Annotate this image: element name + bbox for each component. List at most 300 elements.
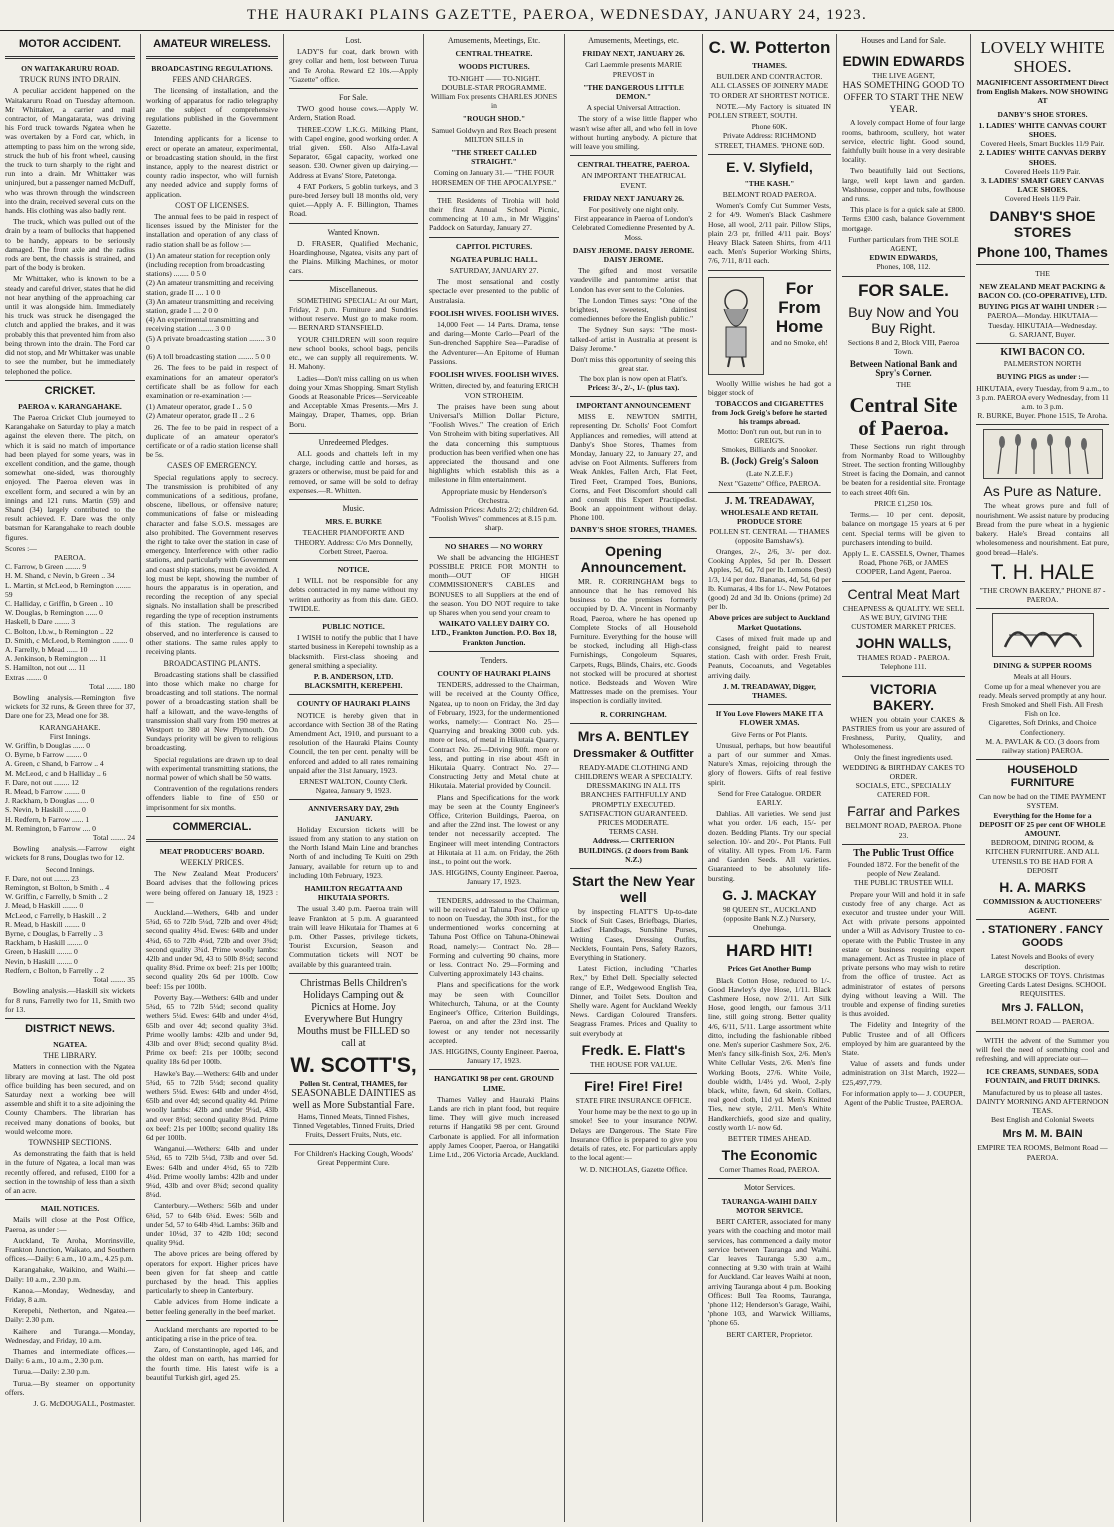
central-site-heading: Central Site of Paeroa.: [849, 392, 958, 440]
exam-fees-list: [146, 402, 278, 420]
for-sale-heading: For Sale.: [339, 93, 368, 103]
hale-name: T. H. HALE: [990, 560, 1095, 584]
for-from-home: For From Home: [775, 278, 824, 336]
emergency-heading: CASES OF EMERGENCY.: [167, 461, 257, 471]
batting-row: L. Martin, st McLeod, b Remington ........ 59: [5, 580, 131, 599]
batting-row: A. Jenkinson, b Remington .... 11: [5, 654, 107, 664]
particulars-text: Further particulars from THE SOLE AGENT,: [848, 234, 959, 254]
buying-pigs: BUYING PIGS AT WAIHI UNDER :—: [978, 302, 1107, 312]
batting-row: Rackham, b Haskill ........ 0: [5, 938, 88, 948]
sale-ad: 4 FAT Porkers, 5 goblin turkeys, and 3 pure-bred Jersey bull 18 months old, very quiet.—Apply A. F. Billington, Thames Road.: [289, 181, 418, 219]
cricket-subheading: PAEROA v. KARANGAHAKE.: [18, 401, 122, 411]
karangahake-batting-list: [5, 741, 135, 833]
spectacle-text: The most sensational and costly spectacle ever presented to the public of Australasia.: [429, 277, 559, 305]
cheapness-text: CHEAPNESS & QUALITY. WE SELL AS WE BUY, GIVING THE CUSTOMER MARKET PRICES.: [842, 603, 965, 631]
the-label: THE: [1035, 268, 1050, 278]
bentley-address: Address.— CRITERION BUILDINGS. (2 doors from Bank N.Z.): [578, 836, 689, 864]
dont-miss: Don't miss this opportunity of seeing this great star.: [571, 355, 696, 374]
mackay-address: 98 QUEEN ST., AUCKLAND (opposite Bank N.Z.) Nursery, Onehunga.: [722, 904, 817, 933]
batting-row: Green, b Haskill ........ 0: [5, 947, 78, 957]
important-announcement: IMPORTANT ANNOUNCEMENT: [576, 400, 691, 410]
meat-paragraph: Poverty Bay.—Wethers: 64lb and under 5¾d, 65 to 72lb 5¼d; second quality wethers 5¼d. Ewes: 64lb and under 4½d, 65lb and over 4d; second quality 3¾d. Prime woolly lambs: 42lb and under 9d, 43lb and over 8¾d; second quality 8¼d. Prime ox beef: 21s per 100lb; second quality 18s 6d per 100lb.: [146, 992, 278, 1067]
opening-text: MR. R. CORRINGHAM begs to announce that he has removed his business to the premises formerly occupied by D. A. Vincent in Normanby Road, Paeroa, where he has opened up Complete Stocks of all Household Furniture. Everything for the house will be stocked, including all High-class Furnishings, Congoleum Squares, Carpets, Rugs, Blinds, Chairs, etc. Goods not stocked will be procured at shortest notice. Bedsteads and Woven Wire Mattresses made on the premises. Your inspection is cordially invited.: [570, 576, 697, 706]
mail-paragraph: Turua.—Daily: 2.30 p.m.: [13, 1367, 90, 1377]
waikato-dairy: WAIKATO VALLEY DAIRY CO. LTD., Frankton Junction. P.O. Box 18, Frankton Junction.: [431, 619, 557, 647]
foolish-wives-title-2: FOOLISH WIVES. FOOLISH WIVES.: [429, 370, 559, 380]
tenders-text: Plans and specifications for the work may be seen with Councillor Whitechurch, Tahuna, or at the County Engineer's Office, Criterion Buildings, Paeroa, on and after the 23rd inst. The lowest or any tender not necessarily accepted.: [429, 980, 559, 1045]
greig-saloon: B. (Jock) Greig's Saloon: [720, 457, 819, 468]
fee-row: (6) A toll broadcasting station ........ 5 0 0: [146, 352, 271, 362]
mail-paragraph: Kaihere and Turanga.—Monday, Wednesday, and Friday, 10 a.m.: [5, 1326, 135, 1345]
has-something-text: HAS SOMETHING GOOD TO OFFER TO START THE NEW YEAR.: [842, 81, 965, 116]
finest-ingredients: Only the finest ingredients used.: [854, 753, 953, 763]
column-3: [283, 34, 423, 1522]
scott-ad-intro: Christmas Bells Children's Holidays Camping out & Picnics at Home. Joy Everywhere But Hungry Mouths must be FILLED so call at: [297, 977, 410, 1049]
slyfield-address: BELMONT ROAD PAEROA.: [722, 190, 817, 200]
site-description: These Sections run right through from Normanby Road to Willoughby Street. The section fronting Willoughby Street is facing the Domain, and cannot be beaten for a residential site. Frontage to each street 40ft 6in.: [842, 441, 965, 497]
tobaccos-text: TOBACCOS and CIGARETTES from Jock Greig's before he started his tramps abroad.: [712, 399, 827, 427]
county-notice: NOTICE is hereby given that in accordance with Section 38 of the Rating Amendment Act, 1910, and pursuant to a resolution of the Hauraki Plains County Council, the ten per cent. penalty will be enforced and added to all rates remaining unpaid after the 31st January, 1923.: [289, 710, 418, 775]
home-description: A lovely compact Home of four large rooms, bathroom, scullery, hot water service, electric light. Good sound, faithfully built house in a very desirable locality.: [842, 118, 965, 165]
broadcasting-regulations-heading: BROADCASTING REGULATIONS.: [151, 64, 273, 73]
cases-text: Cases of mixed fruit made up and consigned, freight paid to nearest station. Cash with order. Fresh Fruit, Peanuts, Cocoanuts, and Vegetables arriving daily.: [708, 633, 831, 680]
factory-note: NOTE.—My Factory is situated IN POLLEN STREET, SOUTH.: [708, 101, 831, 121]
wireless-paragraph: Broadcasting stations shall be classified into those which make no charge for broadcasting and toll stations. The normal power of a broadcasting station shall be half a kilowatt, and the wave-lengths of transmission shall vary from 190 metres at Westport to 380 at New Plymouth. On Sundays priority will be given to religious broadcasting.: [146, 669, 278, 753]
time-payment-text: Can now be had on the TIME PAYMENT SYSTEM.: [978, 792, 1107, 811]
wireless-paragraph: The annual fees to be paid in respect of licenses issued by the Minister for the installation and operation of any class of radio station shall be as follow :—: [146, 212, 278, 249]
meat-paragraph: Auckland.—Wethers, 64lb and under 5¾d, 65 to 72lb 5¼d, 72lb and over 4¾d; second quality 4¾d. Ewes: 64lb and under 4¾d, 65 to 72lb 4¼d, 72lb and over 3¾d; second quality 3¾d. Prime woolly lambs: 42lb and under 9d, 43 to 50lb 8½d; second quality 8¼d. Prime ox beef: 21s per 100lb; second quality 20s 6d per 100lb. Cow beef: 15s per 100lb.: [146, 908, 278, 991]
meat-paragraph: The New Zealand Meat Producers' Board advises that the following prices were being offered on January 18, 1923 :—: [146, 869, 278, 906]
amusements-heading: Amusements, Meetings, etc.: [588, 36, 679, 45]
fish-text: Fresh Smoked and Shell Fish. All Fresh Fish on Ice.: [982, 699, 1103, 719]
column-8: [970, 34, 1114, 1522]
scott-ad-list: Hams, Tinned Meats, Tinned Fishes, Tinned Vegetables, Tinned Fruits, Dried Fruits, Dessert Fruits, Nuts, etc.: [292, 1112, 415, 1140]
site-apply: Apply L. E. CASSELS, Owner, Thames Road, Phone 76B, or JAMES COOPER, Land Agent, Paeroa.: [842, 548, 965, 577]
fallon-name: Mrs J. FALLON,: [1001, 1002, 1084, 1015]
wireless-paragraph: Intending applicants for a license to erect or operate an amateur, experimental, or broadcasting station should, in the first instance, apply to the nearest district or county radio inspector, who will furnish any needed advice and supply forms of application.: [146, 134, 278, 199]
coming-soon: Coming on January 31.— "THE FOUR HORSEMEN OF THE APOCALYPSE.": [431, 168, 557, 187]
danby-signature: DANBY'S SHOE STORES, THAMES.: [570, 524, 697, 534]
weekly-prices-heading: WEEKLY PRICES.: [180, 858, 244, 868]
pavlak-name: M. A. PAVLAK & CO. (3 doors from railway station) PAEROA.: [985, 736, 1100, 755]
dressmaking-text: DRESSMAKING IN ALL ITS BRANCHES FAITHFULLY AND PROMPTLY EXECUTED.: [580, 781, 687, 809]
mail-paragraph: Thames and intermediate offices.—Daily: 6 a.m., 10 a.m., 2.30 p.m.: [5, 1347, 135, 1366]
karangahake-label: KARANGAHAKE.: [39, 722, 101, 732]
kiwi-schedule: HIKUTAIA, every Tuesday, from 9 a.m., to 3 p.m. PAEROA every Wednesday, from 11 a.m. to 3 p.m.: [976, 383, 1109, 412]
ice-cream-heading: ICE CREAMS, SUNDAES, SODA FOUNTAIN, and FRUIT DRINKS.: [985, 1067, 1100, 1086]
ngatea-hall-heading: NGATEA PUBLIC HALL.: [450, 254, 538, 264]
assets-value: Value of assets and funds under administration on 31st March, 1922— £25,497,779.: [842, 1059, 965, 1087]
meat-paragraph: Canterbury.—Wethers: 56lb and under 6¾d, 57 to 64lb 6¼d. Ewes: 56lb and under 5d, 57 to 64lb 4¾d. Lambs: 36lb and under 10¼d, 37 to 42lb 10d; second quality 9¾d.: [146, 1201, 278, 1248]
sale-ad: THREE-COW L.K.G. Milking Plant, with Capel engine, good working order. A trial given. £60. Also Alfa-Laval Separator, 65gal capacity, worked one season. £30. Owner given up dairying.—Address at Evans' Store, Patetonga.: [289, 124, 418, 180]
demon-title: "THE DANGEROUS LITTLE DEMON.": [583, 82, 684, 102]
scott-address: Pollen St. Central, THAMES, for: [299, 1078, 408, 1088]
wireless-paragraph: Special regulations are drawn up to deal with experimental transmitting stations, the normal power of which shall be 50 watts.: [146, 754, 278, 783]
double-star-label: DOUBLE-STAR PROGRAMME.: [441, 82, 547, 92]
batting-row: Nevin, b Haskill ........ 0: [5, 956, 78, 966]
batting-row: H. M. Shand, c Nevin, b Green .. 34: [5, 571, 115, 581]
bearded-figure-icon: [714, 283, 758, 369]
misc-ad: Ladies—Don't miss calling on us when doing your Xmas Shopping. Smart Stylish Goods at Reasonable Prices—Serviceable and Acceptable Xmas Presents.—Mrs J. Maingay, Draper, Thames, opp. Brian Boru.: [289, 373, 418, 429]
mail-paragraph: Mails will close at the Post Office, Paeroa, as under :—: [5, 1215, 135, 1234]
paeroa-total: Total ........ 180: [89, 681, 135, 691]
column-7: [836, 34, 970, 1522]
batting-row: C. Bolton, l.b.w., b Remington .. 22: [5, 626, 114, 636]
friday-date: FRIDAY NEXT, JANUARY 26.: [582, 49, 685, 59]
buying-list: PAEROA—Monday. HIKUTAIA—Tuesday. HIKUTAIA—Wednesday.: [987, 311, 1098, 330]
batting-row: Remington, st Bolton, b Smith .. 4: [5, 883, 110, 893]
cost-heading: COST OF LICENSES.: [175, 200, 249, 210]
batting-row: Byrne, c Douglas, b Farrelly .. 3: [5, 929, 103, 939]
danby-stores-2: DANBY'S SHOE STORES: [989, 207, 1096, 240]
greig-sub: (Late N.Z.E.F.): [746, 469, 793, 479]
batting-row: S. Hamilton, not out .... 11: [5, 663, 86, 673]
lost-ad: LADY'S fur coat, dark brown with grey collar and hem, lost between Turua and Te Aroha. Reward £2 10s.—Apply "Gazette" office.: [289, 47, 418, 84]
license-fees-list: [146, 251, 278, 361]
second-innings-label: Second Innings.: [45, 864, 95, 874]
mail-signature: J. G. McDOUGALL, Postmaster.: [33, 1399, 135, 1409]
motor-accident-heading: MOTOR ACCIDENT.: [18, 38, 122, 50]
batting-row: McLeod, c Farrelly, b Haskill .. 2: [5, 910, 107, 920]
tirohia-picnic-ad: THE Residents of Tirohia will hold their first Annual School Picnic, commencing at 10 a.m., in Mr Wiggins' Paddock on Saturday, January 27.: [429, 195, 559, 233]
new-year-heading: Start the New Year well: [572, 873, 695, 906]
county-heading: COUNTY OF HAURAKI PLAINS: [296, 699, 411, 709]
motor-paragraph: A peculiar accident happened on the Waitakaruru Road on Tuesday afternoon. Mr Whittaker, a carrier and mail contractor, of Mangatarata, was driving his Ford truck towards Ngatea when he was overtaken by a Ford car, which, in attempting to pass him on the wrong side, struck the hub of his front wheel, causing the truck to turn sharply to the right and run into a drain. Mr Whittaker was uninjured, but a passenger named McDuff, who was thrown through the windscreen into the drain, received several cuts on the hands. His clothing was also badly rent.: [5, 86, 135, 216]
the-label: THE: [896, 380, 911, 390]
column-4: [423, 34, 564, 1522]
bedroom-text: BEDROOM, DINING ROOM, & KITCHEN FURNITURE. AND ALL UTENSILS TO BE HAD FOR A DEPOSIT: [985, 838, 1100, 875]
miscellaneous-heading: Miscellaneous.: [329, 284, 378, 294]
masthead: THE HAURAKI PLAINS GAZETTE, PAEROA, WEDNESDAY, JANUARY 24, 1923.: [0, 0, 1114, 31]
edwin-phones: Phones, 108, 112.: [876, 262, 931, 272]
no-shares-text: We shall be advancing the HIGHEST POSSIBLE PRICE FOR MONTH to month—OUT OF HIGH COMMISSIONER'S CABLES and BONUSES to all Suppliers at the end of the season. You DO NOT require to take up Shares when you send your cream to: [429, 552, 559, 617]
karangahake-total: Total ........ 24: [92, 833, 135, 843]
bowling-analysis: Bowling analysis.—Haskill six wickets for 8 runs, Farrelly two for 11, Smith two for 13.: [5, 986, 135, 1014]
buy-now-text: Buy Now and You Buy Right.: [848, 303, 959, 336]
laemmle-presents: Carl Laemmle presents MARIE PREVOST in: [585, 60, 682, 79]
music-teacher-name: MRS. E. BURKE: [325, 517, 382, 527]
bentley-name: Mrs A. BENTLEY: [577, 727, 690, 744]
summer-text: WITH the advent of the Summer you will feel the need of something cool and refreshing, and will appreciate our—: [976, 1035, 1109, 1063]
batting-row: O. Byrne, b Farrow ........ 0: [5, 750, 88, 760]
woods-pictures-heading: WOODS PICTURES.: [458, 62, 530, 72]
orchestra-text: Appropriate music by Henderson's Orchestra.: [441, 486, 547, 505]
fox-presents: William Fox presents CHARLES JONES in: [430, 92, 558, 111]
batting-row: Extras ........ 0: [5, 672, 48, 682]
corringham-signature: R. CORRINGHAM.: [600, 709, 667, 719]
sections-text: Sections 8 and 2, Block VIII, Paeroa Town.: [847, 337, 960, 356]
economic-name: The Economic: [721, 1147, 818, 1164]
wanted-heading: Wanted Known.: [327, 227, 380, 237]
between-text: Between National Bank and Spry's Corner.: [849, 359, 958, 379]
better-times: BETTER TIMES AHEAD.: [727, 1134, 812, 1144]
opening-announcement: Opening Announcement.: [580, 542, 687, 575]
street-title: "THE STREET CALLED STRAIGHT.": [451, 148, 537, 167]
danby-stores: DANBY'S SHOE STORES.: [997, 109, 1088, 119]
edwin-edwards-signature: EDWIN EDWARDS,: [869, 253, 938, 263]
batting-row: J. Rackham, b Douglas ...... 0: [5, 796, 95, 806]
theatrical-event: AN IMPORTANT THEATRICAL EVENT.: [581, 171, 686, 190]
fee-row: (2) Amateur operator, grade II .. 2 6: [146, 411, 255, 421]
announcement-text: MISS E. NEWTON SMITH, representing Dr. Scholls' Foot Comfort Appliances and remedies, will attend at Danby's Shoe Stores, Thames from Monday, January 22, to January 27, and advise on Foot Ailments. Sufferers from Weak Ankles, Fallen Arch, Flat Feet, Tired Feet, Cramped Toes, Bunions, Corns, and Feet Discomfort should call and consult this Expert Practipedist. Book an appointment without delay. Phone 100.: [570, 412, 697, 523]
fallon-address: BELMONT ROAD — PAEROA.: [991, 1017, 1094, 1027]
batting-row: W. Griffin, b Douglas ...... 0: [5, 741, 91, 751]
column-6: [702, 34, 836, 1522]
produce-list: Oranges, 2/-, 2/6, 3/- per doz. Cooking Apples, 5d per lb. Dessert Apples, 5d, 6d, 7d per lb. Lemons (best) 1/3, 1/4 per doz. Bananas, 4d, 5d, 6d per lb. Kumaras, 4 lbs for 1/-. New Potatoes (good) 2d and 3d lb. Onions (prime) 2d per lb.: [708, 546, 831, 612]
mackay-name: G. J. MACKAY: [722, 886, 817, 903]
motor-paragraph: The truck, which was pulled out of the drain by a team of bullocks that happened to be handy, appears to be seriously damaged. The front axle and the radius rods are bent, the chassis is strained, and part of the body is broken.: [5, 217, 135, 273]
marks-title: COMMISSION & AUCTIONEERS' AGENT.: [983, 896, 1102, 916]
public-trust-heading: The Public Trust Office: [853, 847, 954, 859]
cricket-heading: CRICKET.: [44, 384, 96, 397]
karangahake-second-innings-list: [5, 874, 135, 975]
shoe-item-2: 2. LADIES' WHITE CANVAS DERBY SHOES.: [978, 148, 1107, 167]
public-notice-signature: P. B. ANDERSON, LTD. BLACKSMITH, KEREPEHI.: [304, 671, 403, 691]
gifted-text: The gifted and most versatile vaudeville and pantomime artist that London has ever sent to the Colonies.: [570, 266, 697, 294]
friday-date-2: FRIDAY NEXT JANUARY 26.: [583, 193, 684, 203]
times-quote: The London Times says: "One of the brightest, sweetest, daintiest comediennes before the English public.": [570, 295, 697, 324]
dahlias-text: Dahlias. All varieties. We send just what you order. 1/6 each, 15/- per dozen. Bedding Plants. Try our special selection. 10/- and 20/-. Pot Plants. Full of vitality. All types. From 1/6. Farm and Garden Seeds. All varieties. Guaranteed to be absolutely life-bursting.: [708, 809, 831, 883]
dining-heading: DINING & SUPPER ROOMS: [993, 661, 1092, 671]
woolly-text: Woolly Willie wishes he had got a bigger stock of: [708, 378, 831, 397]
foolish-wives-title: FOOLISH WIVES. FOOLISH WIVES.: [429, 308, 559, 318]
scott-name: W. SCOTT'S,: [290, 1053, 417, 1077]
market-note: Above prices are subject to Auckland Market Quotations.: [709, 613, 830, 632]
bain-address: EMPIRE TEA ROOMS, Belmont Road — PAEROA.: [977, 1143, 1108, 1162]
farrar-parkes-name: Farrar and Parkes: [847, 803, 960, 820]
potterton-private-address: Private Address: RICHMOND STREET, THAMES. 'PHONE 60D.: [714, 131, 825, 150]
regatta-heading: HAMILTON REGATTA AND HIKUTAIA SPORTS.: [304, 884, 403, 903]
socials-text: SOCIALS, ETC., SPECIALLY CATERED FOR.: [855, 780, 952, 800]
wireless-paragraph: Contravention of the regulations renders offenders liable to fine of £50 or imprisonment for six months.: [146, 784, 278, 812]
cricket-paragraph: The Paeroa Cricket Club journeyed to Karangahake on Saturday to play a match against the eleven there. The pitch, on which it is said no match of importance had been played for some years, was in excellent condition, and the game, though somewhat one-sided, was thoroughly enjoyed. The Paeroa eleven was in excellent form, and secured a win by an innings and 121 runs. Martin (59) and Shand (34) largely contributed to the result achieved. F. Dare was the only batsman for Karangahake to reach double figures.: [5, 412, 135, 542]
admission-prices: Admission Prices: Adults 2/2; children 6d. "Foolish Wives" commences at 8.15 p.m. sharp.: [429, 504, 559, 533]
wireless-paragraph: 26. The fees to be paid in respect of examinations for an amateur operator's certificate shall be as follow for each examination or re-examination :—: [146, 363, 278, 400]
mail-paragraph: Karangahake, Waikino, and Waihi.—Daily: 10 a.m., 2.30 p.m.: [5, 1265, 135, 1284]
fire-text: Your home may be the next to go up in smoke! See to your insurance NOW. Delays are Dangerous. The State Fire Insurance Office is prepared to give you details of rates, etc. For particulars apply to the local agent:—: [570, 1107, 697, 1163]
victoria-text: WHEN you obtain your CAKES & PASTRIES from us your are assured of Freshness, Purity, Quality, and Wholesomeness.: [842, 714, 965, 752]
wireless-paragraph: Special regulations apply to secrecy. The transmission is prohibited of any communications of a seditious, profane, obscene, libellous, or offensive nature; communications of false or misleading character and false S.O.S. messages are also prohibited. The Government reserves the right to take over the station in case of emergency. Interference with other radio stations, and particularly with Government and coast ship stations, must be avoided. A log must be kept, showing the number of hours the apparatus is in operation, and recording the reception of any special signals. No installation shall be prescribed regarding the type of reception instruments of this station. The regulations are observed, and no interference is caused to other stations. The same rules apply to receiving plants.: [146, 472, 278, 657]
assortment-text: MAGNIFICENT ASSORTMENT Direct from English Makers. NOW SHOWING AT: [976, 78, 1109, 106]
the-kash: "THE KASH.": [744, 178, 795, 188]
flowers-text: Unusual, perhaps, but how beautiful a part of our summer and Xmas. Nature's Xmas, rejoicing through the glory of flowers. Gifts of real festive spirit.: [708, 740, 831, 787]
misc-ad: YOUR CHILDREN will soon require new school books, school bags, pencils etc., we can supply all requirements. W. H. Mahony.: [289, 334, 418, 372]
ferns-text: Give Ferns or Pot Plants.: [731, 729, 808, 739]
no-smoke: and no Smoke, eh!: [771, 337, 828, 347]
mail-notices-heading: MAIL NOTICES.: [40, 1204, 100, 1214]
shoe-item-1: 1. LADIES' WHITE CANVAS COURT SHOES.: [978, 120, 1107, 140]
township-paragraph: As demonstrating the faith that is held in the future of Ngatea, a local man was recently offered, and refused, £100 for a section in the township of less than a sixth of an acre.: [5, 1149, 135, 1195]
amateur-wireless-heading: AMATEUR WIRELESS.: [153, 38, 271, 50]
toys-text: LARGE STOCKS OF TOYS. Christmas Greeting Cards Latest Designs. SCHOOL REQUISITES.: [978, 970, 1107, 999]
tauranga-heading: TAURANGA-WAIHI DAILY MOTOR SERVICE.: [721, 1196, 818, 1215]
manufactured-text: Manufactured by us to please all tastes.: [982, 1087, 1103, 1097]
news-paragraph: Zaro, of Constantinople, aged 146, and the oldest man on earth, has married for the fourth time. His latest wife is a beautiful Turkish girl, aged 25.: [146, 1345, 278, 1382]
broadcasting-plants-heading: BROADCASTING PLANTS.: [163, 658, 261, 668]
fire-subheading: STATE FIRE INSURANCE OFFICE.: [575, 1096, 692, 1106]
column-2: [140, 34, 283, 1522]
tenders-heading: Tenders.: [480, 655, 508, 665]
greig-address: Next "Gazette" Office, PAEROA.: [718, 478, 821, 488]
dainty-teas: DAINTY MORNING AND AFTERNOON TEAS.: [976, 1096, 1109, 1116]
bowling-analysis: Bowling analysis.—Farrow eight wickets for 8 runs, Douglas two for 12.: [5, 844, 135, 863]
universal-attraction: A special Universal Attraction.: [586, 103, 681, 113]
fee-row: (4) An experimental transmitting and receiving station ........ 3 0 0: [146, 315, 259, 334]
monogram-logo: [992, 613, 1094, 657]
stationery-heading: . STATIONERY . FANCY GOODS: [981, 924, 1104, 950]
daisy-jerome: DAISY JEROME. DAISY JEROME. DAISY JEROME.: [572, 245, 695, 265]
paeroa-batting-list: [5, 562, 135, 682]
mail-paragraph: Kanoa.—Monday, Wednesday, and Friday, 8 a.m.: [5, 1285, 135, 1304]
meat-board-heading: MEAT PRODUCERS' BOARD.: [159, 846, 265, 856]
john-walls-name: JOHN WALLS,: [855, 635, 952, 652]
foolish-wives-text: 14,000 Feet — 14 Parts. Drama, tense and daring—Monte Carlo—Pearl of the Sun-drenched Sapphire Sea—Paradise of the Adventurer—An Epitome of Human Passions.: [429, 320, 559, 366]
lost-heading: Lost.: [345, 36, 362, 45]
mail-paragraph: Kerepehi, Netherton, and Ngatea.—Daily: 2.30 p.m.: [5, 1306, 135, 1325]
anniversary-heading: ANNIVERSARY DAY, 29th JANUARY.: [308, 804, 399, 823]
box-plan: The box plan is now open at Flatt's.: [579, 373, 688, 383]
meat-paragraph: Cable advices from Home indicate a better feeling generally in the beef market.: [146, 1297, 278, 1316]
ngatea-heading: NGATEA.: [53, 1039, 87, 1049]
rough-shod-title: "ROUGH SHOD.": [462, 114, 526, 124]
deposit-text: Everything for the Home for a DEPOSIT OF 25 per cent OF WHOLE AMOUNT.: [979, 810, 1106, 838]
one-night-only: For positively one night only.: [588, 205, 679, 215]
potterton-name: C. W. Potterton: [708, 38, 831, 57]
shoe-item-3: 3. LADIES' SMART GREY CANVAS LACE SHOES.: [980, 176, 1104, 195]
dressmaker-label: Dressmaker & Outfitter: [573, 747, 694, 760]
meat-paragraph: The above prices are being offered by operators for export. Higher prices have been given for fat sheep and cattle purchased by the head. This applies particularly to sheep in Canterbury.: [146, 1249, 278, 1296]
builder-label: BUILDER AND CONTRACTOR.: [716, 72, 823, 82]
flapper-story: The story of a wise little flapper who wasn't wise after all, and who fell in love without hurting anybody. A picture that will leave you smiling.: [570, 114, 697, 152]
crown-bakery: "THE CROWN BAKERY," PHONE 87 - PAEROA.: [979, 585, 1106, 604]
come-text: Come up for a meal whenever you are ready. Meals served promptly at any hour.: [978, 681, 1107, 700]
shoe-item-1-detail: Covered Heels, Smart Buckles 11/9 Pair.: [980, 139, 1105, 149]
live-agent-label: THE LIVE AGENT,: [872, 71, 935, 81]
trust-text: Prepare your Will and hold it in safe custody free of any charge. Act as executor and trustee under your Will. Act with private persons appointed under a Will as Advisory Trustee to co-operate with the Public Trustee in any estate or business requiring expert management. Act as Trustee in place of private persons who may wish to retire from the office of trustee. Act as administrator of estates of persons dying without leaving a Will. The trouble and expense of finding sureties is thus avoided.: [842, 889, 965, 1019]
pure-text: The wheat grows pure and full of nourishment. We assist nature by producing Bread from the pure wheat in a hygienic bakery. Hale's Bread contains all wholesomeness and nourishment. Eat pure, good bread—Hale's.: [976, 501, 1109, 557]
batting-row: C. Farrow, b Green ........ 9: [5, 562, 87, 572]
woolly-willie-illustration: [708, 277, 764, 375]
batting-row: W. Griffin, c Farrelly, b Smith .. 2: [5, 892, 108, 902]
scott-ad-text: SEASONABLE DAINTIES as well as More Substantial Fare.: [291, 1088, 416, 1112]
cash-text: TERMS CASH.: [608, 827, 659, 837]
library-paragraph: Matters in connection with the Ngatea library are moving at last. The old post office building has been secured, and on Saturday next a working bee will assemble and shift it to a site adjoining the County Chambers. The librarian has received many donations of books, but would welcome more.: [5, 1062, 135, 1136]
sale-ad: TWO good house cows.—Apply W. Ardern, Station Road.: [289, 104, 418, 123]
smokes-text: Smokes, Billiards and Snooker.: [721, 445, 818, 455]
central-theatre-heading: CENTRAL THEATRE, PAEROA.: [577, 160, 690, 170]
kiwi-buyer: R. BURKE, Buyer. Phone 151S, Te Aroha.: [977, 411, 1108, 421]
flatt-tagline: THE HOUSE FOR VALUE.: [589, 1059, 678, 1069]
praises-text: The praises have been sung about Universal's Million Dollar Picture, "Foolish Wives." The creation of Erich Von Stroheim with biting superlatives. All the data concerning this sumptuous production has been verified when one has appreciated the thousand and one highlights which establish this as a milestone in film entertainment.: [429, 401, 559, 485]
shoe-item-2-detail: Covered Heels 11/9 Pair.: [1004, 166, 1081, 176]
regatta-text: The usual 3.40 p.m. Paeroa train will leave Frankton at 5 p.m. A guaranteed train will leave Hikutaia for Thames at 6 p.m. Other Passes, privilege tickets, Tourist Excursion, Season and Commutation tickets will NOT be available by this guaranteed train.: [289, 904, 418, 969]
unredeemed-ad: ALL goods and chattels left in my charge, including cattle and horses, as grazers or otherwise, must be paid for and removed, or same will be sold to defray expenses.—R. Whitten.: [289, 448, 418, 495]
hard-hit-heading: HARD HIT!: [726, 941, 813, 961]
capitol-pictures-heading: CAPITOL PICTURES.: [455, 241, 533, 251]
central-theatre-heading: CENTRAL THEATRE.: [455, 49, 533, 59]
wanted-ad: D. FRASER, Qualified Mechanic, Hoardinghouse, Ngatea, visits any part of the Plains. Milking Machines, or motor cars.: [289, 238, 418, 276]
pure-nature-heading: As Pure as Nature.: [983, 483, 1102, 500]
wheat-field-illustration: [983, 429, 1103, 479]
batting-row: J. Mead, b Haskill ........ 0: [5, 901, 84, 911]
karangahake-total-2: Total ........ 35: [92, 975, 135, 985]
white-shoes-heading: LOVELY WHITE SHOES.: [980, 38, 1105, 76]
news-paragraph: Auckland merchants are reported to be anticipating a rise in the price of tea.: [146, 1324, 278, 1343]
wheat-icon: [988, 434, 1098, 474]
potterton-phone: Phone 60K.: [751, 122, 788, 132]
tonight-label: TO-NIGHT —— TO-NIGHT.: [447, 73, 541, 83]
tenders-signature: JAS. HIGGINS, County Engineer. Paeroa, January 17, 1923.: [429, 868, 559, 887]
quick-sale-text: This place is for a quick sale at £800. Terms £300 cash, balance Government mortgage.: [842, 205, 965, 233]
slyfield-list: Women's Comfy Cut Summer Vests, 2 for 4/9. Women's Black Cashmere Hose, all wool, 2/11 pair. Pillow Slips, plain 2/3 pr, frilled 4/11 pair. Boys' Heavy Black Sateen Shirts, from 4/11 each. Men's Superior Working Shirts, 7/6, 7/11, 8/11 each.: [708, 201, 831, 266]
library-heading: THE LIBRARY.: [43, 1051, 97, 1061]
batting-row: R. Mead, b Haskill ........ 0: [5, 919, 86, 929]
misc-ad: SOMETHING SPECIAL: At our Mart, Friday, 2 p.m. Furniture and Sundries without reserve. Must go to make room.— BERNARD STANSFIELD.: [289, 295, 418, 333]
for-sale-heading: FOR SALE.: [858, 280, 949, 300]
prices-bump: Prices Get Another Bump: [727, 964, 812, 974]
fire-heading: Fire! Fire! Fire!: [584, 1078, 683, 1095]
motor-subheading: ON WAITAKARURU ROAD.: [21, 64, 119, 73]
danby-phone: Phone 100, Thames: [977, 243, 1108, 260]
paeroa-label: PAEROA.: [54, 552, 86, 562]
furniture-heading: HOUSEHOLD FURNITURE: [1007, 764, 1078, 790]
sections-description: Two beautifully laid out Sections, large, well kept lawn and garden. Washhouse, copper and tubs, fowlhouse and runs.: [842, 166, 965, 204]
treadaway-name: J. M. TREADAWAY,: [724, 495, 815, 507]
produce-store: WHOLESALE AND RETAIL PRODUCE STORE: [720, 508, 819, 527]
saturday-date: SATURDAY, JANUARY 27.: [449, 266, 539, 276]
wedding-cakes: WEDDING & BIRTHDAY CAKES TO ORDER.: [842, 762, 965, 781]
wireless-paragraph: 26. The fee to be paid in respect of a duplicate of an amateur operator's certificate or of a radio station license shall be 5s.: [146, 422, 278, 460]
bain-name: Mrs M. M. BAIN: [1002, 1128, 1083, 1141]
victoria-bakery-heading: VICTORIA BAKERY.: [870, 680, 937, 713]
produce-address: POLLEN ST. CENTRAL — THAMES (opposite Bamshaw's).: [709, 526, 830, 545]
district-news-heading: DISTRICT NEWS.: [25, 1022, 115, 1035]
batting-row: A. Green, c Shand, b Farrow .. 4: [5, 759, 104, 769]
ready-made-text: READY-MADE CLOTHING AND CHILDREN'S WEAR A SPECIALTY.: [574, 762, 693, 781]
motor-services-heading: Motor Services.: [743, 1183, 796, 1193]
site-terms: Terms.— 10 per cent. deposit, balance on mortgage 15 years at 6 per cent. Special terms will be given to purchasers intending to build.: [842, 510, 965, 547]
scores-label: Scores :—: [5, 543, 37, 553]
novels-text: Latest Novels and Books of every description.: [990, 952, 1095, 971]
site-price: PRICE £1,250 10s.: [874, 498, 933, 508]
goldwyn-presents: Samuel Goldwyn and Rex Beach present MILTON SILLS in: [431, 125, 557, 144]
first-innings-label: First Innings.: [49, 731, 91, 741]
cigarettes-text: Cigarettes, Soft Drinks, and Choice Confectionery.: [988, 718, 1097, 737]
edwin-edwards-name: EDWIN EDWARDS: [842, 53, 965, 70]
kiwi-location: PALMERSTON NORTH: [1003, 359, 1082, 369]
anniversary-text: Holiday Excursion tickets will be issued from any station to any station on the North Island Main Line and branches North of and including Te Kuiti on 29th January, available for return up to and including 10th February, 1923.: [289, 824, 418, 880]
theatre-prices: Prices: 3/-, 2/-, 1/- (plus tax).: [587, 382, 680, 392]
batting-row: C. Halliday, c Griffin, b Green .. 10: [5, 598, 113, 608]
marks-name: H. A. MARKS: [999, 878, 1086, 895]
bump-list: Black Cotton Hose, reduced to 1/-. Good Hawley's dye Hose, 1/11. Black Cashmere Hose, now 2/11. Art Silk Hose, good length, our famous 3/11 line, still going strong. Better quality 4/6, 6/11, 5/11. Large assortment white ditto, including the fashionable ribbed one. Men's superior Cashmere Sox, 2/6. Men's fancy silk-finish Sox, 2/6. Men's White Cellular Vests, 2/6. Men's fine Working Boots, 27/6. White Voile, double width, 1/4½ yd. Wool, 2-ply black, white, fawn, 6d skein. Collars, real good cloth, 11d yd. Men's Knitted Ties, new style, 2/11. Men's White Handkerchiefs, good size and quality, costly worth 1/- now 6d.: [708, 975, 831, 1132]
moderate-text: PRICES MODERATE.: [598, 818, 669, 828]
notice-heading: NOTICE.: [337, 564, 370, 574]
motor-subheading-2: TRUCK RUNS INTO DRAIN.: [19, 75, 121, 85]
music-ad: TEACHER PIANOFORTE AND THEORY. Address: C/o Mrs Donnelly, Corbett Street, Paeroa.: [294, 528, 413, 556]
meat-paragraph: Wanganui.—Wethers: 64lb and under 5¾d, 65 to 72lb 5¼d, 73lb and over 5d. Ewes: 64lb and under 4½d, 65 to 72lb 4¼d. Prime woolly lambs: 42lb and under 9¼d, 43lb and over 8¾d; second quality 8¼d.: [146, 1144, 278, 1200]
kiwi-bacon-heading: KIWI BACON CO.: [1000, 347, 1085, 359]
buyer-name: G. SARJANT, Buyer.: [1009, 329, 1076, 339]
joinery-text: ALL CLASSES OF JOINERY MADE TO ORDER AT SHORTEST NOTICE.: [709, 81, 830, 100]
batting-row: S. Nevin, b Haskill ........ 0: [5, 805, 86, 815]
trust-info: For information apply to— J. COUPER, Agent of the Public Trustee, PAEROA.: [842, 1088, 965, 1108]
amusements-heading: Amusements, Meetings, Etc.: [447, 36, 541, 45]
wireless-paragraph: The licensing of installation, and the working of apparatus for radio telegraphy are the subject of comprehensive regulations published in the Government Gazette.: [146, 86, 278, 133]
latest-fiction-text: Latest Fiction, including "Charles Rex," by Ethel Dell. Specially selected range of E.P., Wedgewood English Tea, Dinner, and Toilet Sets. Doulton and Shelly ware. Agent for Auckland Weekly News. Cardigan Coloured Transfers. Seagrass Frames. Prices and Quality to suit everybody at: [570, 964, 697, 1038]
batting-row: H. Redfern, b Farrow ...... 1: [5, 814, 90, 824]
batting-row: Haskell, b Dare ........ 3: [5, 617, 76, 627]
